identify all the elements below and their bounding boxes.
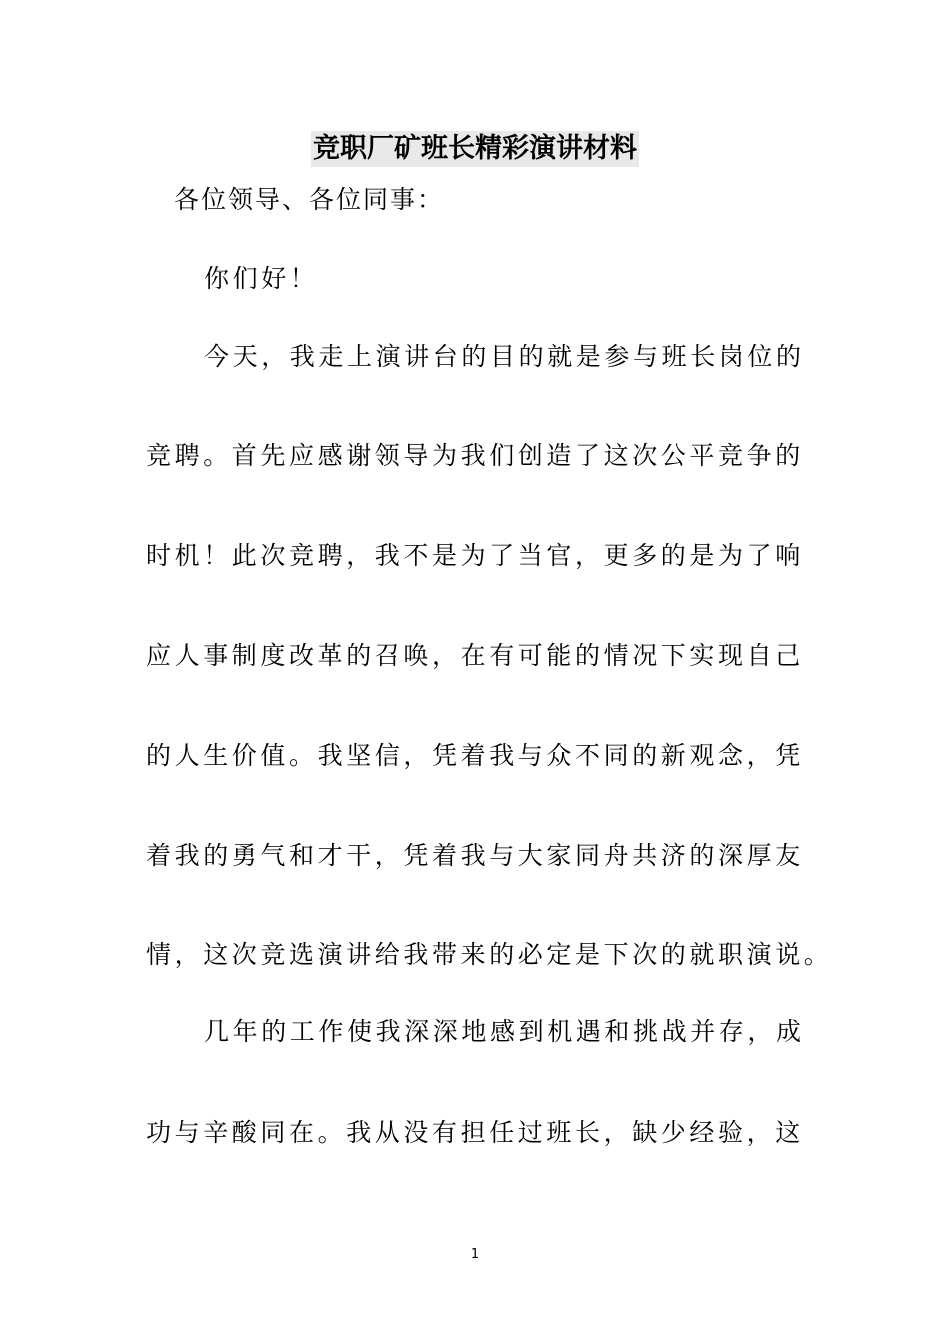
greeting: 你们好！ [204, 264, 319, 293]
paragraph-line: 着我的勇气和才干，凭着我与大家同舟共济的深厚友 [146, 841, 804, 870]
paragraph-line: 竞聘。首先应感谢领导为我们创造了这次公平竞争的 [146, 441, 804, 470]
document-title: 竞职厂矿班长精彩演讲材料 [311, 131, 639, 167]
paragraph-line: 时机！此次竞聘，我不是为了当官，更多的是为了响 [146, 541, 804, 570]
title-container [0, 131, 950, 167]
paragraph-line: 今天，我走上演讲台的目的就是参与班长岗位的 [204, 342, 805, 371]
paragraph-line: 情，这次竞选演讲给我带来的必定是下次的就职演说。 [146, 940, 833, 969]
paragraph-line: 功与辛酸同在。我从没有担任过班长，缺少经验，这 [146, 1118, 804, 1147]
paragraph-line: 应人事制度改革的召唤，在有可能的情况下实现自己 [146, 641, 804, 670]
page-number: 1 [470, 1247, 480, 1262]
salutation: 各位领导、各位同事： [174, 185, 445, 214]
paragraph-line: 的人生价值。我坚信，凭着我与众不同的新观念，凭 [146, 741, 804, 770]
paragraph-line: 几年的工作使我深深地感到机遇和挑战并存，成 [204, 1017, 805, 1046]
